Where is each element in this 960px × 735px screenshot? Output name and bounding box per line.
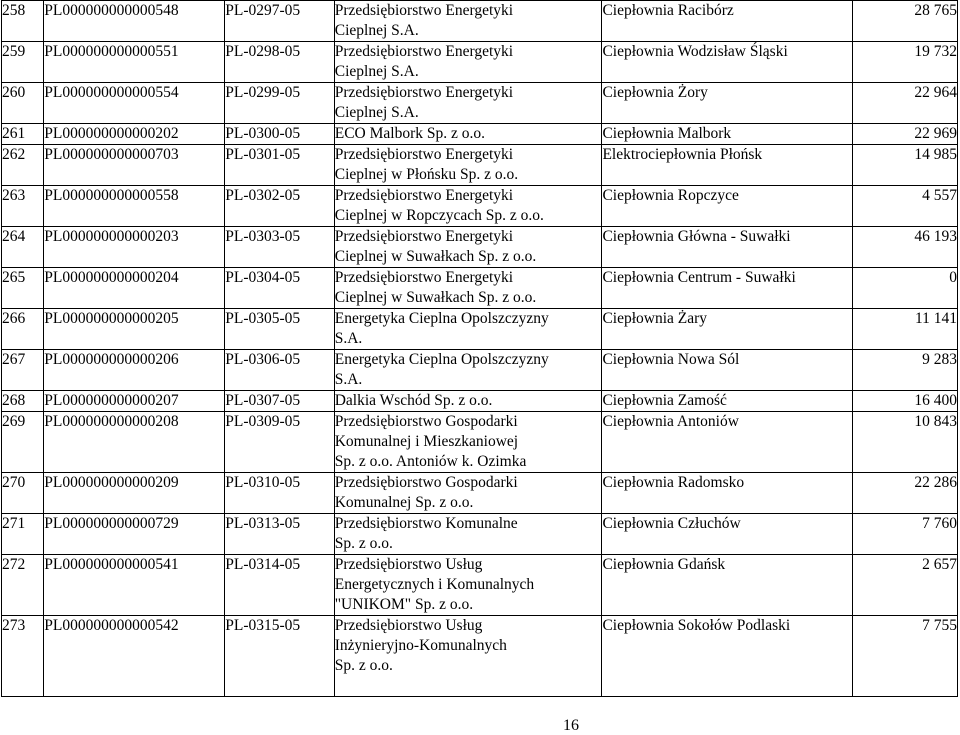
company-name-line: Energetycznych i Komunalnych	[334, 576, 535, 593]
table-row	[2, 124, 958, 145]
plant-name-cell: Ciepłownia Żory	[602, 83, 852, 124]
table-row	[2, 309, 958, 350]
installation-id-cell: PL000000000000551	[44, 42, 225, 83]
company-name-line: Przedsiębiorstwo Gospodarki	[334, 474, 518, 491]
company-name-line: Sp. z o.o.	[334, 535, 393, 552]
company-name-line: Cieplnej w Ropczycach Sp. z o.o.	[334, 207, 544, 224]
row-number-cell: 267	[2, 350, 44, 391]
installations-table-body	[2, 1, 958, 697]
company-name-line: ECO Malbork Sp. z o.o.	[334, 125, 485, 142]
company-name-line: Komunalnej Sp. z o.o.	[334, 494, 474, 511]
table-row	[2, 145, 958, 186]
company-name-cell	[334, 555, 602, 616]
company-name-line: "UNIKOM" Sp. z o.o.	[334, 596, 474, 613]
plant-name-cell: Ciepłownia Żary	[602, 309, 852, 350]
plant-name-cell: Elektrociepłownia Płońsk	[602, 145, 852, 186]
row-number-cell: 262	[2, 145, 44, 186]
table-row	[2, 412, 958, 473]
company-name-cell	[334, 412, 602, 473]
company-name-line: Przedsiębiorstwo Energetyki	[334, 187, 514, 204]
company-name-line: Przedsiębiorstwo Energetyki	[334, 146, 514, 163]
row-number-cell: 264	[2, 227, 44, 268]
row-number-cell: 269	[2, 412, 44, 473]
table-row	[2, 473, 958, 514]
table-row	[2, 83, 958, 124]
row-number-cell: 266	[2, 309, 44, 350]
plant-name-cell: Ciepłownia Gdańsk	[602, 555, 852, 616]
company-name-cell	[334, 145, 602, 186]
plant-name-cell: Ciepłownia Człuchów	[602, 514, 852, 555]
permit-number-cell: PL-0313-05	[225, 514, 334, 555]
plant-name-cell: Ciepłownia Główna - Suwałki	[602, 227, 852, 268]
row-number-cell: 259	[2, 42, 44, 83]
company-name-cell	[334, 514, 602, 555]
company-name-line: Inżynieryjno-Komunalnych	[334, 637, 507, 654]
installation-id-cell: PL000000000000703	[44, 145, 225, 186]
installation-id-cell: PL000000000000554	[44, 83, 225, 124]
installation-id-cell: PL000000000000204	[44, 268, 225, 309]
company-name-line: Energetyka Cieplna Opolszczyzny	[334, 310, 549, 327]
installations-table	[1, 0, 958, 697]
installation-id-cell: PL000000000000558	[44, 186, 225, 227]
allocation-value-cell: 7 755	[852, 616, 957, 697]
company-name-line: Przedsiębiorstwo Usług	[334, 617, 483, 634]
company-name-line: Przedsiębiorstwo Energetyki	[334, 269, 514, 286]
company-name-cell	[334, 124, 602, 145]
row-number-cell: 270	[2, 473, 44, 514]
allocation-value-cell: 22 964	[852, 83, 957, 124]
permit-number-cell: PL-0302-05	[225, 186, 334, 227]
company-name-line: Komunalnej i Mieszkaniowej	[334, 433, 519, 450]
company-name-line	[335, 676, 602, 696]
installation-id-cell: PL000000000000548	[44, 1, 225, 42]
company-name-line: Cieplnej w Płońsku Sp. z o.o.	[334, 166, 519, 183]
plant-name-cell: Ciepłownia Racibórz	[602, 1, 852, 42]
installation-id-cell: PL000000000000203	[44, 227, 225, 268]
installation-id-cell: PL000000000000205	[44, 309, 225, 350]
row-number-cell: 268	[2, 391, 44, 412]
allocation-value-cell: 14 985	[852, 145, 957, 186]
installation-id-cell: PL000000000000729	[44, 514, 225, 555]
company-name-cell	[334, 1, 602, 42]
row-number-cell: 263	[2, 186, 44, 227]
permit-number-cell: PL-0304-05	[225, 268, 334, 309]
table-row	[2, 391, 958, 412]
company-name-line: Cieplnej S.A.	[334, 22, 419, 39]
installation-id-cell: PL000000000000208	[44, 412, 225, 473]
installation-id-cell: PL000000000000207	[44, 391, 225, 412]
company-name-line: Cieplnej w Suwałkach Sp. z o.o.	[334, 248, 537, 265]
permit-number-cell: PL-0297-05	[225, 1, 334, 42]
plant-name-cell: Ciepłownia Sokołów Podlaski	[602, 616, 852, 697]
installation-id-cell: PL000000000000541	[44, 555, 225, 616]
company-name-line: Przedsiębiorstwo Gospodarki	[334, 413, 518, 430]
company-name-line: Sp. z o.o.	[334, 657, 393, 674]
allocation-value-cell: 28 765	[852, 1, 957, 42]
company-name-line: Przedsiębiorstwo Usług	[334, 556, 483, 573]
row-number-cell: 273	[2, 616, 44, 697]
plant-name-cell: Ciepłownia Antoniów	[602, 412, 852, 473]
table-row	[2, 42, 958, 83]
installation-id-cell: PL000000000000202	[44, 124, 225, 145]
company-name-cell	[334, 309, 602, 350]
allocation-value-cell: 19 732	[852, 42, 957, 83]
table-row	[2, 268, 958, 309]
allocation-value-cell: 7 760	[852, 514, 957, 555]
permit-number-cell: PL-0299-05	[225, 83, 334, 124]
table-row	[2, 186, 958, 227]
table-row	[2, 616, 958, 697]
allocation-value-cell: 0	[852, 268, 957, 309]
company-name-cell	[334, 83, 602, 124]
company-name-line: Przedsiębiorstwo Energetyki	[334, 228, 514, 245]
allocation-value-cell: 22 286	[852, 473, 957, 514]
row-number-cell: 272	[2, 555, 44, 616]
row-number-cell: 260	[2, 83, 44, 124]
allocation-value-cell: 46 193	[852, 227, 957, 268]
table-row	[2, 555, 958, 616]
row-number-cell: 271	[2, 514, 44, 555]
plant-name-cell: Ciepłownia Centrum - Suwałki	[602, 268, 852, 309]
permit-number-cell: PL-0298-05	[225, 42, 334, 83]
company-name-line: Przedsiębiorstwo Komunalne	[334, 515, 518, 532]
row-number-cell: 265	[2, 268, 44, 309]
allocation-value-cell: 4 557	[852, 186, 957, 227]
company-name-cell	[334, 616, 602, 697]
plant-name-cell: Ciepłownia Nowa Sól	[602, 350, 852, 391]
permit-number-cell: PL-0309-05	[225, 412, 334, 473]
permit-number-cell: PL-0301-05	[225, 145, 334, 186]
permit-number-cell: PL-0310-05	[225, 473, 334, 514]
row-number-cell: 261	[2, 124, 44, 145]
company-name-cell	[334, 186, 602, 227]
allocation-value-cell: 2 657	[852, 555, 957, 616]
allocation-value-cell: 11 141	[852, 309, 957, 350]
permit-number-cell: PL-0300-05	[225, 124, 334, 145]
company-name-line: Przedsiębiorstwo Energetyki	[334, 84, 514, 101]
allocation-value-cell: 10 843	[852, 412, 957, 473]
installation-id-cell: PL000000000000209	[44, 473, 225, 514]
permit-number-cell: PL-0314-05	[225, 555, 334, 616]
company-name-line: Cieplnej S.A.	[334, 104, 419, 121]
company-name-cell	[334, 473, 602, 514]
company-name-cell	[334, 227, 602, 268]
plant-name-cell: Ciepłownia Radomsko	[602, 473, 852, 514]
installation-id-cell: PL000000000000542	[44, 616, 225, 697]
company-name-line: S.A.	[334, 330, 363, 347]
allocation-value-cell: 22 969	[852, 124, 957, 145]
company-name-cell	[334, 268, 602, 309]
table-row	[2, 350, 958, 391]
permit-number-cell: PL-0315-05	[225, 616, 334, 697]
company-name-line: Cieplnej S.A.	[334, 63, 419, 80]
company-name-cell	[334, 350, 602, 391]
permit-number-cell: PL-0305-05	[225, 309, 334, 350]
company-name-line: Dalkia Wschód Sp. z o.o.	[334, 392, 493, 409]
company-name-line: Przedsiębiorstwo Energetyki	[334, 2, 514, 19]
company-name-cell	[334, 42, 602, 83]
company-name-cell	[334, 391, 602, 412]
company-name-line: S.A.	[334, 371, 363, 388]
table-row	[2, 514, 958, 555]
plant-name-cell: Ciepłownia Zamość	[602, 391, 852, 412]
company-name-line: Sp. z o.o. Antoniów k. Ozimka	[334, 453, 527, 470]
plant-name-cell: Ciepłownia Wodzisław Śląski	[602, 42, 852, 83]
plant-name-cell: Ciepłownia Malbork	[602, 124, 852, 145]
table-row	[2, 227, 958, 268]
row-number-cell: 258	[2, 1, 44, 42]
permit-number-cell: PL-0307-05	[225, 391, 334, 412]
company-name-line: Przedsiębiorstwo Energetyki	[334, 43, 514, 60]
company-name-line: Energetyka Cieplna Opolszczyzny	[334, 351, 549, 368]
plant-name-cell: Ciepłownia Ropczyce	[602, 186, 852, 227]
page-number: 16	[563, 717, 579, 734]
company-name-line: Cieplnej w Suwałkach Sp. z o.o.	[334, 289, 537, 306]
allocation-value-cell: 9 283	[852, 350, 957, 391]
installation-id-cell: PL000000000000206	[44, 350, 225, 391]
permit-number-cell: PL-0303-05	[225, 227, 334, 268]
allocation-value-cell: 16 400	[852, 391, 957, 412]
permit-number-cell: PL-0306-05	[225, 350, 334, 391]
table-row	[2, 1, 958, 42]
